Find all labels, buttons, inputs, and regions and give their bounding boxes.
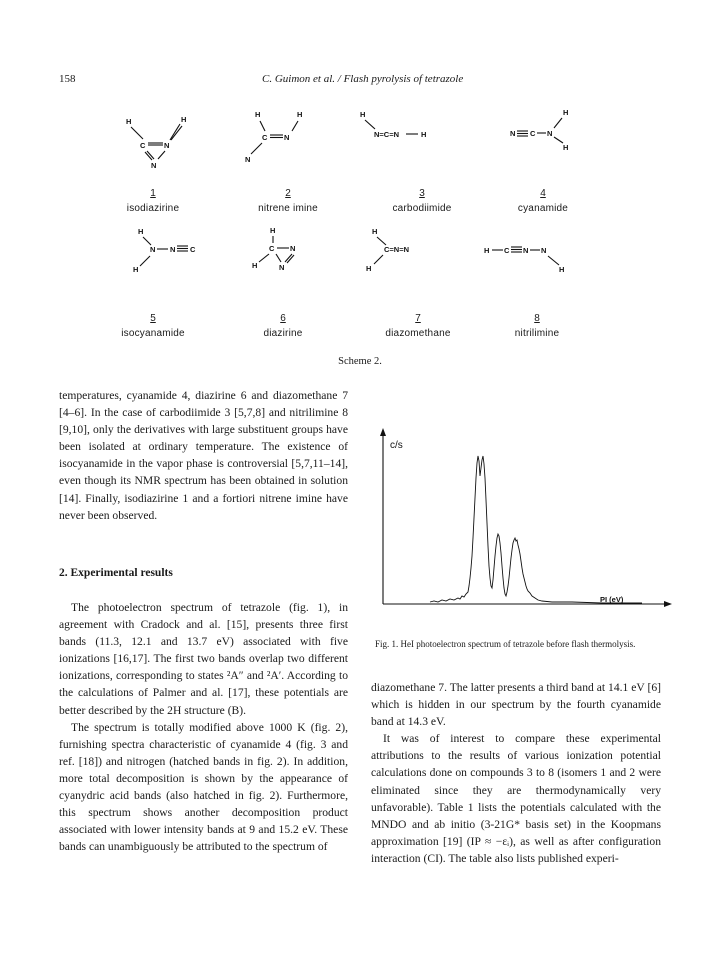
compound-name: diazomethane (385, 328, 451, 339)
compound-name: isocyanamide (121, 328, 185, 339)
structure-nitrene-imine (245, 110, 302, 164)
compound-name: nitrene imine (258, 203, 318, 214)
structure-isodiazirine (126, 115, 186, 170)
x-axis-label: PI (eV) (600, 595, 624, 604)
compound-number: 1 (150, 188, 156, 199)
svg-text:N: N (151, 161, 157, 170)
structure-carbodiimide (360, 110, 426, 139)
y-axis-label: c/s (390, 440, 403, 451)
svg-text:H: H (366, 264, 372, 273)
svg-text:H: H (484, 246, 490, 255)
column-1-intro (59, 387, 348, 524)
paragraph: The photoelectron spectrum of tetrazole (fig. 1), in agreement with Cradock and al. [15], presents three first bands (11.3, 12.1 and 13.7 eV) associated with five ionizations [16,17]. The first two bands overlap two different ionizations, corresponding to states ²A″ and ²A′. According to the calculations of Palmer and al. [17], these potentials are better described by the 2H structure (B). (59, 601, 348, 717)
compound-number: 5 (150, 313, 156, 324)
svg-text:H: H (255, 110, 261, 119)
svg-text:N: N (279, 263, 285, 272)
svg-text:N: N (150, 245, 156, 254)
compound-number: 8 (534, 313, 540, 324)
compound-name: nitrilimine (514, 328, 560, 339)
figure-caption: Fig. 1. HeI photoelectron spectrum of tetrazole before flash thermolysis. (375, 639, 636, 649)
figure-1-spectrum (372, 428, 672, 618)
svg-text:C: C (190, 245, 196, 254)
svg-text:N: N (510, 129, 516, 138)
compound-name: isodiazirine (126, 203, 180, 214)
compound-caption-2 (213, 188, 363, 214)
scheme-2-structures (0, 0, 720, 360)
paragraph: The spectrum is totally modified above 1000 K (fig. 2), furnishing spectra characteristic of cyanamide 4 (fig. 3 and ref. [18]) and nitrogen (hatched bands in fig. 2). In addition, more total decomposition is shown by the appearance of cyanydric acid bands (also hatched in fig. 2). Furthermore, this spectrum shows another decomposition product associated with lower intensity bands at 9 and 15.2 eV. These bands can unambiguously be attributed to the spectrum of (59, 720, 348, 854)
structure-isocyanamide (133, 227, 196, 274)
svg-text:H: H (421, 130, 427, 139)
svg-text:H: H (138, 227, 144, 236)
svg-text:H: H (181, 115, 187, 124)
compound-caption-5 (78, 313, 228, 339)
compound-name: cyanamide (517, 203, 569, 214)
column-1-body (59, 599, 348, 855)
page-number: 158 (59, 73, 76, 85)
compound-caption-4 (468, 188, 618, 214)
svg-text:N: N (245, 155, 251, 164)
svg-text:C=N=N: C=N=N (384, 245, 410, 254)
scheme-label: Scheme 2. (338, 356, 382, 367)
compound-caption-8 (462, 313, 612, 339)
svg-text:C: C (530, 129, 536, 138)
svg-text:N=C=N: N=C=N (374, 130, 400, 139)
compound-number: 2 (285, 188, 291, 199)
svg-text:H: H (559, 265, 565, 274)
svg-text:N: N (547, 129, 553, 138)
svg-text:C: C (140, 141, 146, 150)
svg-text:N: N (523, 246, 529, 255)
svg-text:H: H (252, 261, 258, 270)
structure-nitrilimine (484, 246, 564, 274)
section-heading: 2. Experimental results (59, 567, 173, 579)
structure-diazirine (252, 226, 295, 272)
svg-text:H: H (563, 143, 569, 152)
paragraph: diazomethane 7. The latter presents a third band at 14.1 eV [6] which is hidden in our spectrum by the fourth cyanamide band at 14.3 eV. (371, 681, 661, 729)
svg-text:N: N (284, 133, 290, 142)
svg-text:H: H (372, 227, 378, 236)
svg-text:C: C (269, 244, 275, 253)
svg-text:N: N (170, 245, 176, 254)
svg-text:H: H (563, 108, 569, 117)
svg-text:H: H (360, 110, 366, 119)
compound-number: 4 (540, 188, 546, 199)
compound-name: diazirine (263, 328, 303, 339)
svg-text:N: N (290, 244, 296, 253)
svg-text:H: H (270, 226, 276, 235)
svg-text:H: H (297, 110, 303, 119)
spectrum-trace (430, 456, 642, 603)
structure-cyanamide (510, 108, 568, 152)
paragraph: temperatures, cyanamide 4, diazirine 6 and diazomethane 7 [4–6]. In the case of carbodiimide 3 [5,7,8] and nitrilimine 8 [9,10], only the derivatives with large substituent groups have been isolated at ordinary temperature. The existence of isocyanamide in the vapor phase is controversial [5,7,11–14], even though its NMR spectrum has been obtained in solution [14]. Finally, isodiazirine 1 and a fortiori nitrene imine have never been observed. (59, 389, 348, 522)
svg-text:N: N (541, 246, 547, 255)
compound-name: carbodiimide (392, 203, 452, 214)
compound-number: 6 (280, 313, 286, 324)
svg-text:C: C (262, 133, 268, 142)
svg-text:N: N (164, 141, 170, 150)
svg-text:C: C (504, 246, 510, 255)
running-title: C. Guimon et al. / Flash pyrolysis of tetrazole (262, 73, 464, 85)
compound-caption-1 (78, 188, 228, 214)
svg-text:H: H (133, 265, 139, 274)
compound-number: 3 (419, 188, 425, 199)
structure-diazomethane (366, 227, 409, 273)
compound-caption-6 (208, 313, 358, 339)
column-2-body (371, 679, 661, 867)
paragraph: It was of interest to compare these experimental attributions to the results of various ionization potential calculations done on compounds 3 to 8 (isomers 1 and 2 were eliminated since they are thermodynamically very unfavorable). Table 1 lists the potentials calculated with the MNDO and ab initio (3-21G* basis set) in the Koopmans approximation [19] (IP ≈ −εᵢ), as well as after configuration interaction (CI). The table also lists published experi- (371, 732, 661, 865)
svg-text:H: H (126, 117, 132, 126)
compound-number: 7 (415, 313, 421, 324)
